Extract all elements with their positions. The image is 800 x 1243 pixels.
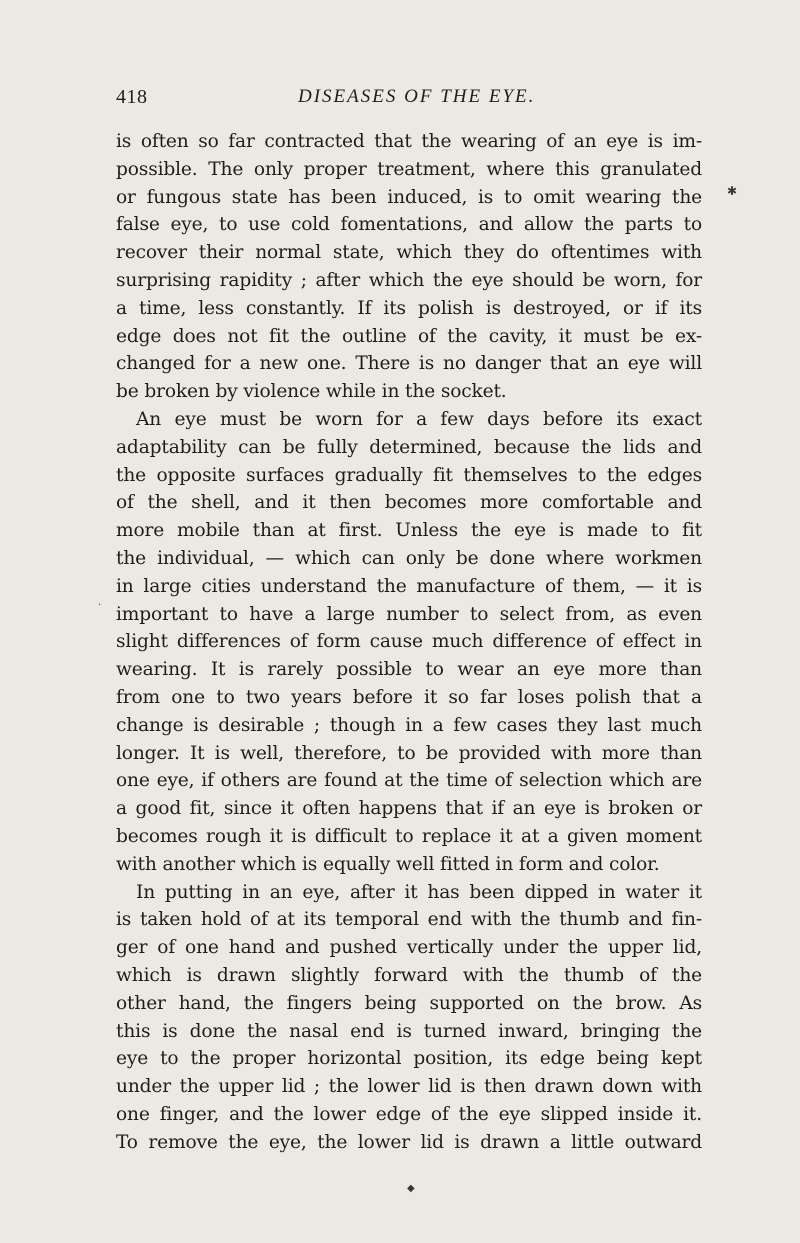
text-line: a time, less constantly. If its polish is destroyed, or if its bbox=[116, 297, 702, 319]
bottom-speck-mark: ◆ bbox=[407, 1183, 415, 1194]
text-line: is often so far contracted that the wearing of an eye is im- bbox=[116, 131, 702, 152]
text-line: in large cities understand the manufacture of them, — it is bbox=[116, 575, 702, 597]
body-text bbox=[116, 128, 702, 1156]
text-line: surprising rapidity ; after which the eye should be worn, for bbox=[116, 269, 702, 291]
text-line: important to have a large number to select from, as even bbox=[116, 603, 702, 625]
text-line: false eye, to use cold fomentations, and allow the parts to bbox=[116, 214, 702, 236]
text-line: longer. It is well, therefore, to be provided with more than bbox=[116, 742, 702, 764]
text-line: ger of one hand and pushed vertically under the upper lid, bbox=[116, 937, 702, 959]
text-line: In putting in an eye, after it has been dipped in water it bbox=[136, 881, 702, 903]
text-line: To remove the eye, the lower lid is drawn a little outward bbox=[116, 1131, 702, 1153]
text-line: slight differences of form cause much difference of effect in bbox=[116, 631, 702, 653]
text-line: a good fit, since it often happens that if an eye is broken or bbox=[116, 798, 702, 820]
text-line: edge does not fit the outline of the cavity, it must be ex- bbox=[116, 325, 702, 347]
text-line: An eye must be worn for a few days before its exact bbox=[136, 408, 702, 430]
text-line: under the upper lid ; the lower lid is then drawn down with bbox=[116, 1076, 702, 1098]
text-line: one eye, if others are found at the time of selection which are bbox=[116, 770, 702, 792]
margin-dash-mark: · bbox=[98, 600, 102, 611]
text-line: changed for a new one. There is no danger that an eye will bbox=[116, 353, 702, 375]
page-number: 418 bbox=[116, 86, 148, 108]
text-line: which is drawn slightly forward with the thumb of the bbox=[116, 964, 702, 986]
text-line: is taken hold of at its temporal end with the thumb and fin- bbox=[116, 909, 702, 931]
text-line: one finger, and the lower edge of the eye slipped inside it. bbox=[116, 1103, 702, 1125]
text-line: the individual, — which can only be done where workmen bbox=[116, 547, 702, 569]
text-line: adaptability can be fully determined, because the lids and bbox=[116, 436, 702, 458]
text-line: or fungous state has been induced, is to omit wearing the bbox=[116, 186, 702, 208]
text-line: with another which is equally well fitted in form and color. bbox=[116, 853, 660, 875]
text-line: this is done the nasal end is turned inward, bringing the bbox=[116, 1020, 702, 1042]
running-title: DISEASES OF THE EYE. bbox=[298, 86, 536, 107]
text-line: of the shell, and it then becomes more comfortable and bbox=[116, 492, 702, 514]
running-head bbox=[116, 86, 702, 112]
text-line: change is desirable ; though in a few cases they last much bbox=[116, 714, 702, 736]
text-line: the opposite surfaces gradually fit themselves to the edges bbox=[116, 464, 702, 486]
text-line: other hand, the fingers being supported on the brow. As bbox=[116, 992, 702, 1014]
text-line: wearing. It is rarely possible to wear an eye more than bbox=[116, 659, 702, 681]
text-line: possible. The only proper treatment, where this granulated bbox=[116, 158, 702, 180]
margin-speck-mark: ✱ bbox=[727, 184, 738, 198]
text-line: recover their normal state, which they do oftentimes with bbox=[116, 242, 702, 264]
text-line: eye to the proper horizontal position, its edge being kept bbox=[116, 1048, 702, 1070]
text-line: be broken by violence while in the socket. bbox=[116, 381, 507, 403]
text-line: from one to two years before it so far loses polish that a bbox=[116, 686, 702, 708]
text-line: becomes rough it is difficult to replace it at a given moment bbox=[116, 825, 702, 847]
text-line: more mobile than at first. Unless the eye is made to fit bbox=[116, 520, 702, 542]
